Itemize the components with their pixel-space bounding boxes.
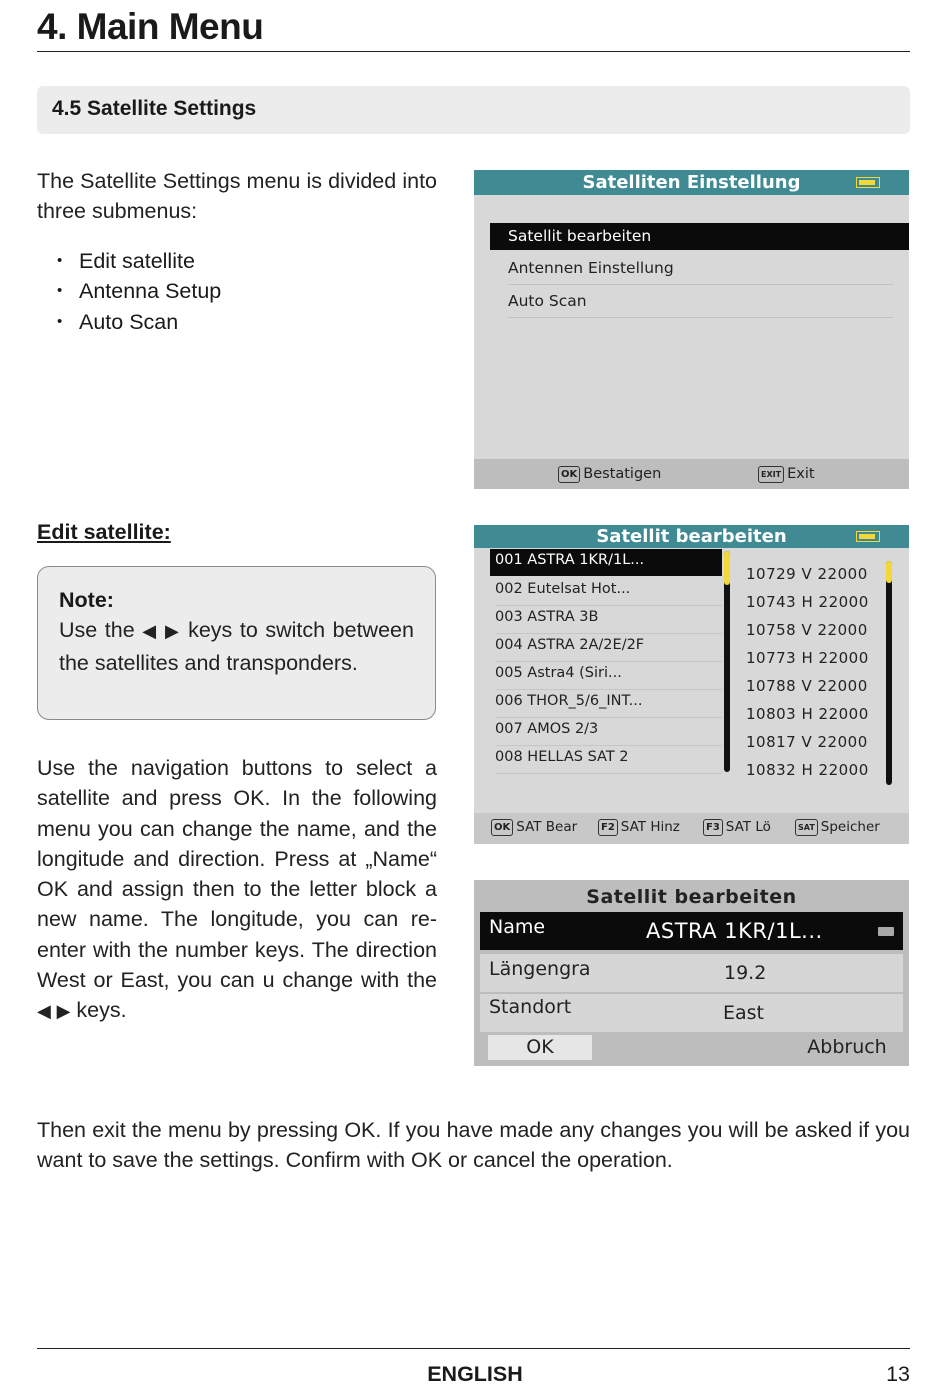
satellite-row[interactable]: 005 Astra4 (Siri... — [495, 661, 722, 690]
cancel-button[interactable]: Abbruch — [807, 1036, 887, 1058]
transponder-row[interactable]: 10788 V 22000 — [746, 677, 868, 695]
keyboard-icon — [878, 927, 894, 936]
save-hint: SAT Speicher — [795, 813, 880, 841]
ok-button[interactable]: OK — [488, 1035, 592, 1060]
page-number: 13 — [886, 1362, 910, 1386]
footer-rule — [37, 1348, 910, 1349]
closing-paragraph: Then exit the menu by pressing OK. If you have made any changes you will be asked if you want to save the settings. Confirm with OK or cancel the operation. — [37, 1118, 910, 1173]
satellite-row[interactable]: 008 HELLAS SAT 2 — [495, 745, 722, 774]
confirm-hint — [558, 459, 661, 489]
screenshot-satellite-list — [474, 525, 909, 844]
field-label: Längengra — [489, 958, 591, 980]
sat-key-icon: SAT — [795, 819, 818, 836]
satellite-row[interactable]: 004 ASTRA 2A/2E/2F — [495, 633, 722, 662]
screen-footer — [474, 813, 909, 844]
field-row-name[interactable] — [480, 912, 903, 950]
title-rule — [37, 51, 910, 52]
f3-key-icon: F3 — [703, 819, 723, 836]
transponder-row[interactable]: 10803 H 22000 — [746, 705, 869, 723]
note-box — [37, 566, 436, 720]
list-item: • Edit satellite — [37, 246, 437, 276]
list-item: • Antenna Setup — [37, 276, 437, 306]
satellite-row[interactable]: 003 ASTRA 3B — [495, 605, 722, 634]
field-value[interactable]: ASTRA 1KR/1L... — [646, 919, 823, 943]
exit-hint — [758, 459, 815, 489]
exit-label: Exit — [787, 466, 815, 482]
add-hint: F2 SAT Hinz — [598, 813, 680, 841]
edit-hint: OK SAT Bear — [491, 813, 577, 841]
battery-icon — [856, 177, 880, 188]
confirm-label: Bestatigen — [583, 466, 662, 482]
menu-item-antenna-setup[interactable]: Antennen Einstellung — [508, 256, 893, 285]
section-header — [37, 86, 910, 134]
transponder-row[interactable]: 10832 H 22000 — [746, 761, 869, 779]
transponder-row[interactable]: 10773 H 22000 — [746, 649, 869, 667]
arrow-keys-icon: ◀ ▶ — [142, 621, 181, 643]
page-title: 4. Main Menu — [37, 6, 264, 47]
screenshot-satellite-settings — [474, 170, 909, 489]
section-title: 4.5 Satellite Settings — [52, 97, 257, 120]
f2-key-icon: F2 — [598, 819, 618, 836]
transponder-row[interactable]: 10817 V 22000 — [746, 733, 868, 751]
ok-key-icon: OK — [558, 466, 580, 483]
list-item: • Auto Scan — [37, 307, 437, 337]
exit-key-icon: EXIT — [758, 466, 784, 483]
screen-footer — [474, 459, 909, 489]
transponder-scrollbar[interactable] — [886, 561, 892, 785]
satellite-row[interactable]: 006 THOR_5/6_INT... — [495, 689, 722, 718]
field-row-direction[interactable] — [480, 994, 903, 1032]
field-label: Name — [489, 916, 546, 938]
field-label: Standort — [489, 996, 572, 1018]
screen-title: Satelliten Einstellung — [474, 170, 909, 195]
dialog-title: Satellit bearbeiten — [586, 886, 797, 908]
screenshot-satellite-edit-dialog — [474, 880, 909, 1066]
transponder-row[interactable]: 10729 V 22000 — [746, 565, 868, 583]
submenu-list — [37, 246, 437, 337]
satellite-row[interactable]: 007 AMOS 2/3 — [495, 717, 722, 746]
delete-hint: F3 SAT Lö — [703, 813, 771, 841]
screen-title: Satellit bearbeiten — [474, 525, 909, 548]
intro-paragraph: The Satellite Settings menu is divided into three submenus: — [37, 169, 437, 224]
transponder-row[interactable]: 10743 H 22000 — [746, 593, 869, 611]
ok-key-icon: OK — [491, 819, 513, 836]
note-text: Use the ◀ ▶ keys to switch between the satellites and transponders. — [59, 618, 414, 675]
transponder-row[interactable]: 10758 V 22000 — [746, 621, 868, 639]
menu-item-auto-scan[interactable]: Auto Scan — [508, 289, 893, 318]
satellite-scroll-thumb[interactable] — [724, 551, 730, 585]
battery-icon — [856, 531, 880, 542]
edit-paragraph: Use the navigation buttons to select a satellite and press OK. In the following menu you can change the name, and the longitude and direction. Press at „Name“ OK and assign then to the letter block a new name. The longitude, you can re-enter with the number keys. The direction West or East, you can u change with the ◀ ▶ keys. — [37, 756, 437, 1023]
satellite-row[interactable]: 001 ASTRA 1KR/1L... — [490, 549, 722, 576]
transponder-scroll-thumb[interactable] — [886, 561, 892, 583]
field-row-longitude[interactable] — [480, 954, 903, 992]
field-value[interactable]: East — [723, 1002, 764, 1024]
menu-item-edit-satellite[interactable]: Satellit bearbeiten — [490, 223, 909, 250]
field-value[interactable]: 19.2 — [724, 962, 767, 984]
footer-language: ENGLISH — [427, 1362, 523, 1386]
edit-satellite-heading: Edit satellite: — [37, 520, 171, 544]
note-title: Note: — [59, 588, 114, 612]
satellite-row[interactable]: 002 Eutelsat Hot... — [495, 577, 722, 606]
arrow-keys-icon: ◀ ▶ — [37, 1001, 71, 1023]
